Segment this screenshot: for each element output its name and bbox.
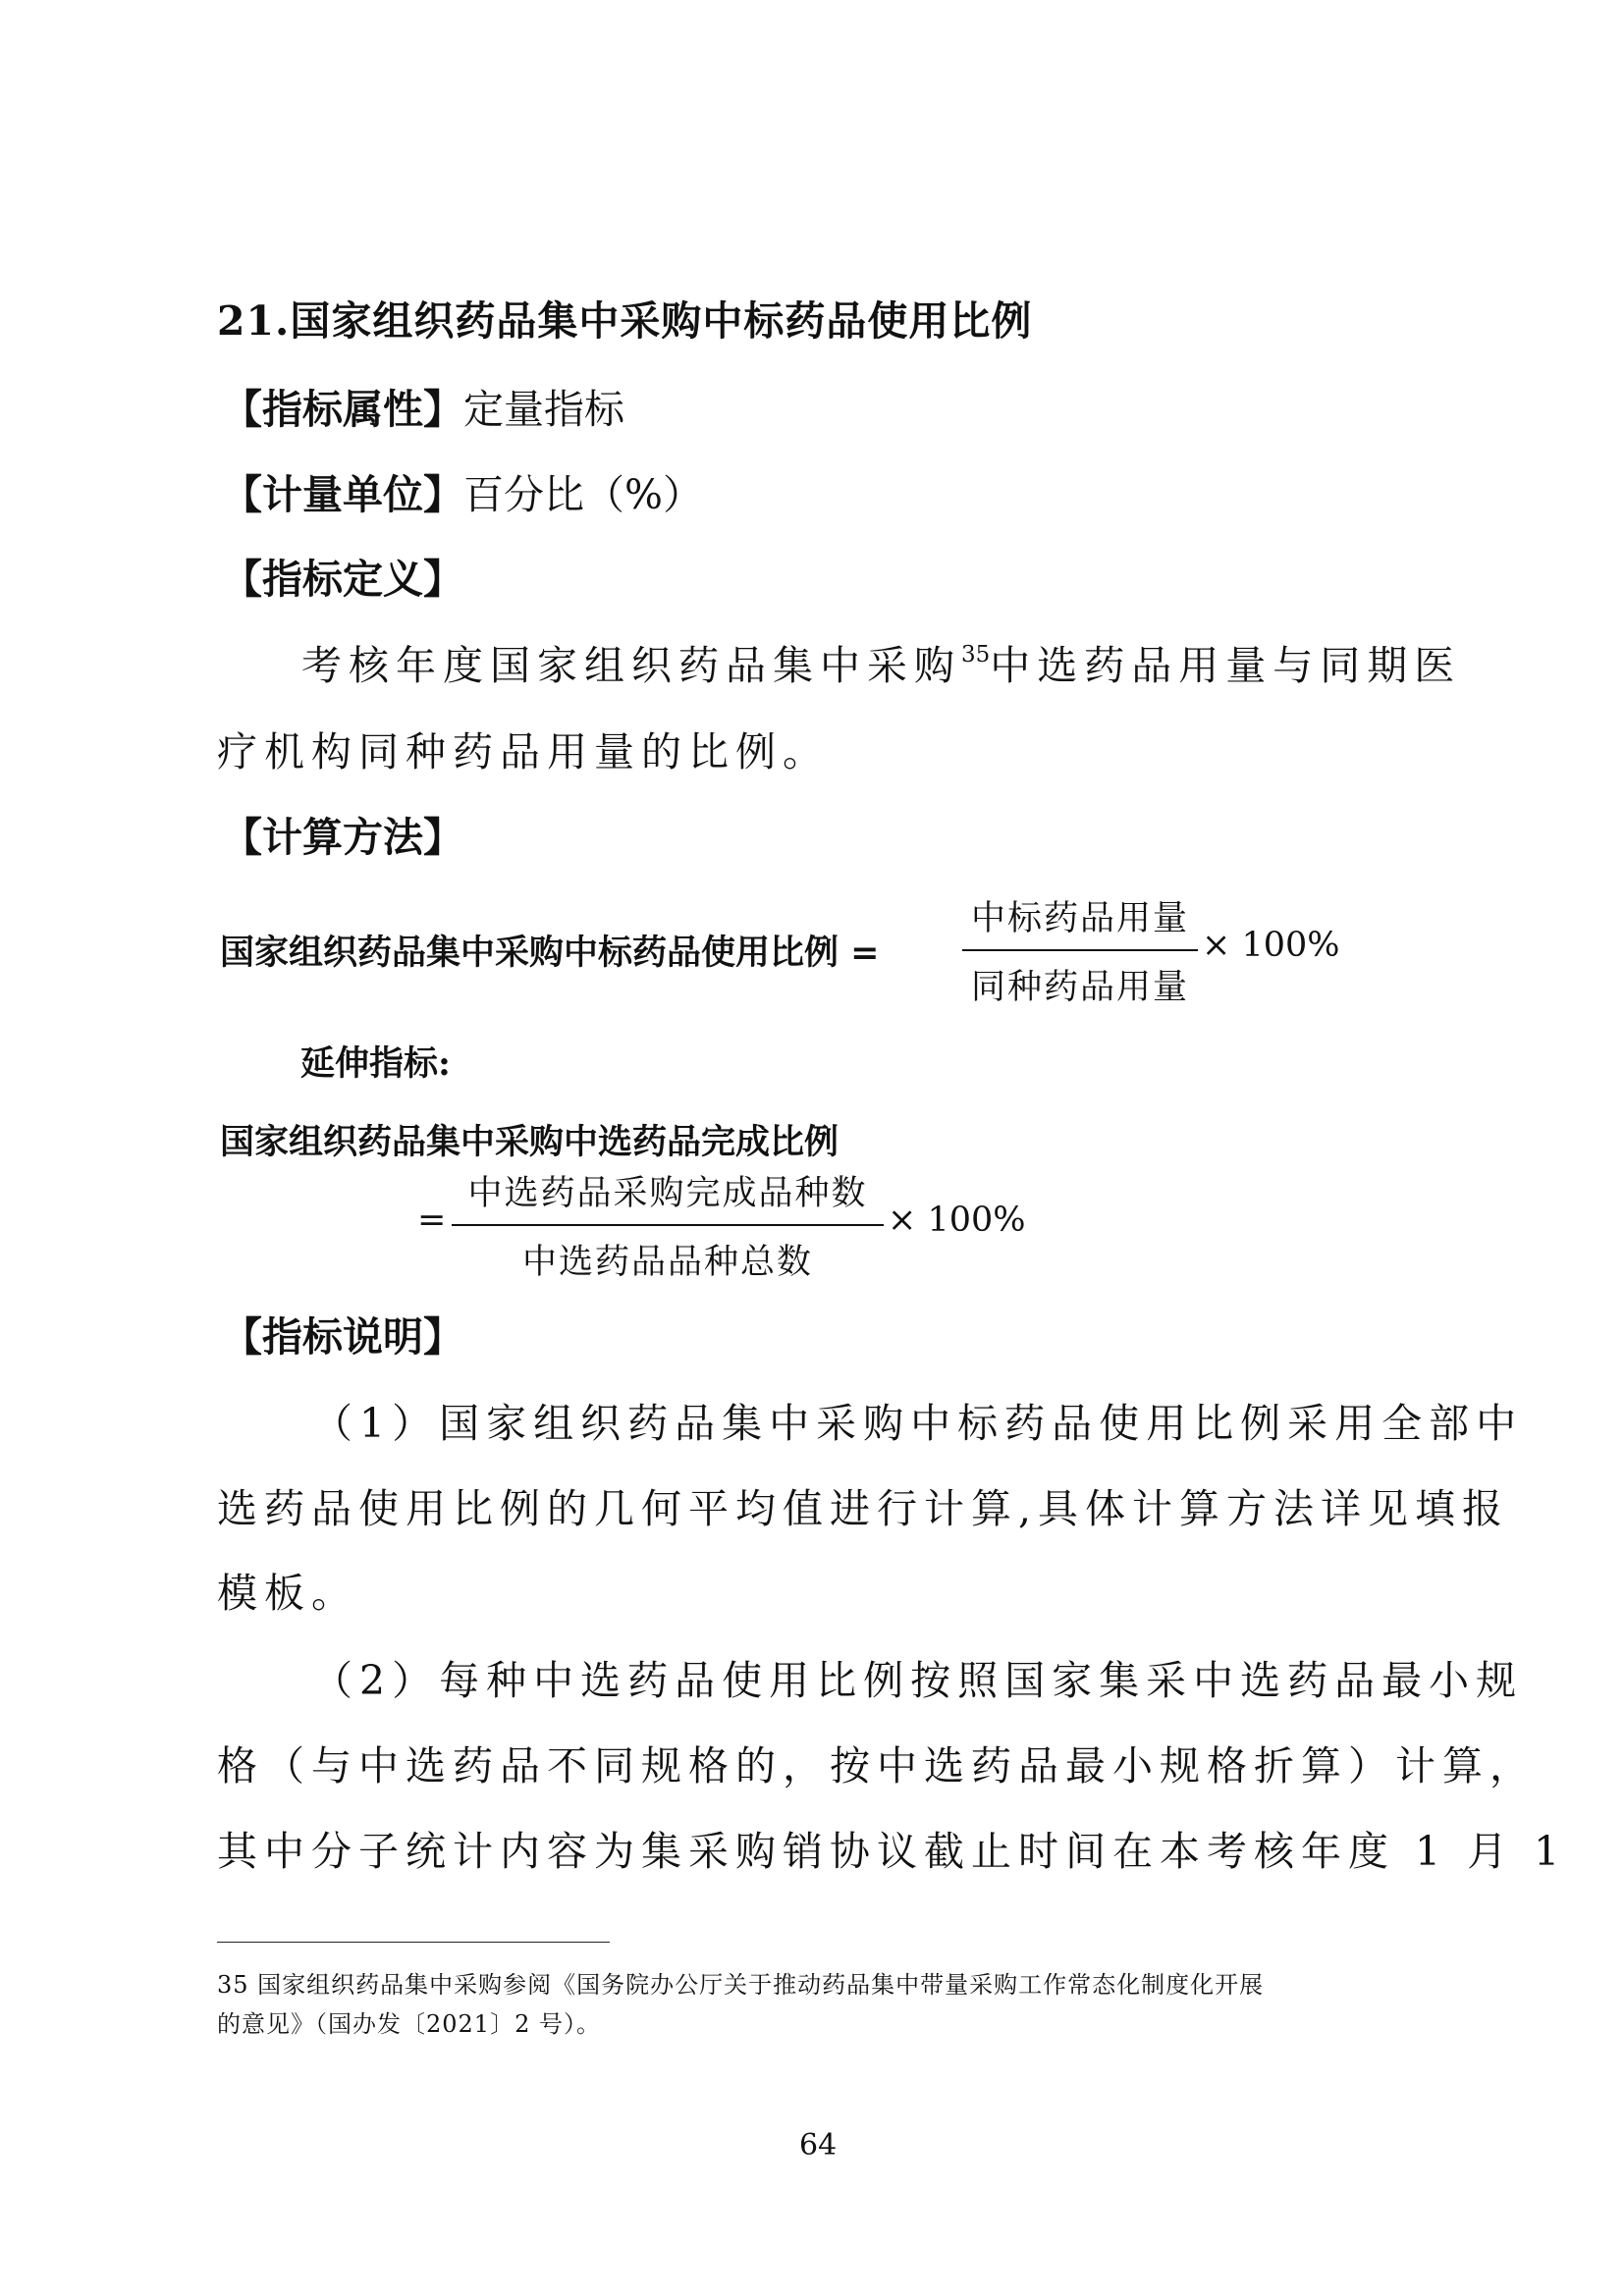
note2-line-1: （2）每种中选药品使用比例按照国家集采中选药品最小规 bbox=[312, 1657, 1524, 1704]
fraction-bar bbox=[962, 949, 1198, 951]
definition-line-1 bbox=[301, 633, 1461, 691]
unit-value: 百分比（%） bbox=[463, 471, 703, 518]
formula1-multiplier: × 100% bbox=[1202, 926, 1340, 965]
attribute-line bbox=[222, 377, 624, 435]
fraction-bar bbox=[452, 1224, 884, 1226]
definition-line-2: 疗机构同种药品用量的比例。 bbox=[217, 728, 830, 775]
formula2-equals: = bbox=[417, 1201, 447, 1240]
footnote-ref: 35 bbox=[961, 642, 991, 667]
definition-text-b: 中选药品用量与同期医 bbox=[990, 642, 1462, 689]
definition-text-a: 考核年度国家组织药品集中采购 bbox=[301, 642, 961, 689]
unit-key: 【计量单位】 bbox=[222, 471, 463, 518]
section-title: 21.国家组织药品集中采购中标药品使用比例 bbox=[217, 297, 1033, 345]
note2-line-2: 格（与中选药品不同规格的，按中选药品最小规格折算）计算， bbox=[217, 1742, 1537, 1789]
formula2-numerator: 中选药品采购完成品种数 bbox=[467, 1174, 868, 1213]
extension-label: 延伸指标: bbox=[300, 1043, 451, 1084]
footnote-line-2: 的意见》（国办发〔2021〕2 号）。 bbox=[217, 2010, 601, 2038]
formula2-fraction bbox=[452, 1166, 884, 1284]
page-number: 64 bbox=[799, 2128, 838, 2163]
formula2-lhs: 国家组织药品集中采购中选药品完成比例 bbox=[220, 1122, 839, 1162]
attribute-key: 【指标属性】 bbox=[222, 386, 463, 433]
formula1-numerator: 中标药品用量 bbox=[970, 899, 1189, 938]
formula2-denominator: 中选药品品种总数 bbox=[521, 1243, 813, 1282]
definition-heading: 【指标定义】 bbox=[222, 556, 463, 603]
note1-line-2: 选药品使用比例的几何平均值进行计算,具体计算方法详见填报 bbox=[217, 1485, 1510, 1532]
formula2-multiplier: × 100% bbox=[888, 1201, 1026, 1240]
note1-line-3: 模板。 bbox=[217, 1570, 358, 1617]
unit-line bbox=[222, 462, 703, 520]
formula1-denominator: 同种药品用量 bbox=[970, 968, 1189, 1007]
attribute-value: 定量指标 bbox=[463, 386, 624, 433]
formula1-lhs: 国家组织药品集中采购中标药品使用比例 = bbox=[220, 933, 880, 973]
method-heading: 【计算方法】 bbox=[222, 814, 463, 861]
note2-line-3: 其中分子统计内容为集采购销协议截止时间在本考核年度 1 月 1 bbox=[217, 1828, 1567, 1875]
footnote-divider bbox=[217, 1942, 610, 1943]
note1-line-1: （1）国家组织药品集中采购中标药品使用比例采用全部中 bbox=[312, 1400, 1524, 1447]
footnote-line-1: 35 国家组织药品集中采购参阅《国务院办公厅关于推动药品集中带量采购工作常态化制度化开展 bbox=[217, 1971, 1265, 1999]
formula1-fraction bbox=[962, 891, 1198, 1009]
notes-heading: 【指标说明】 bbox=[222, 1313, 463, 1361]
